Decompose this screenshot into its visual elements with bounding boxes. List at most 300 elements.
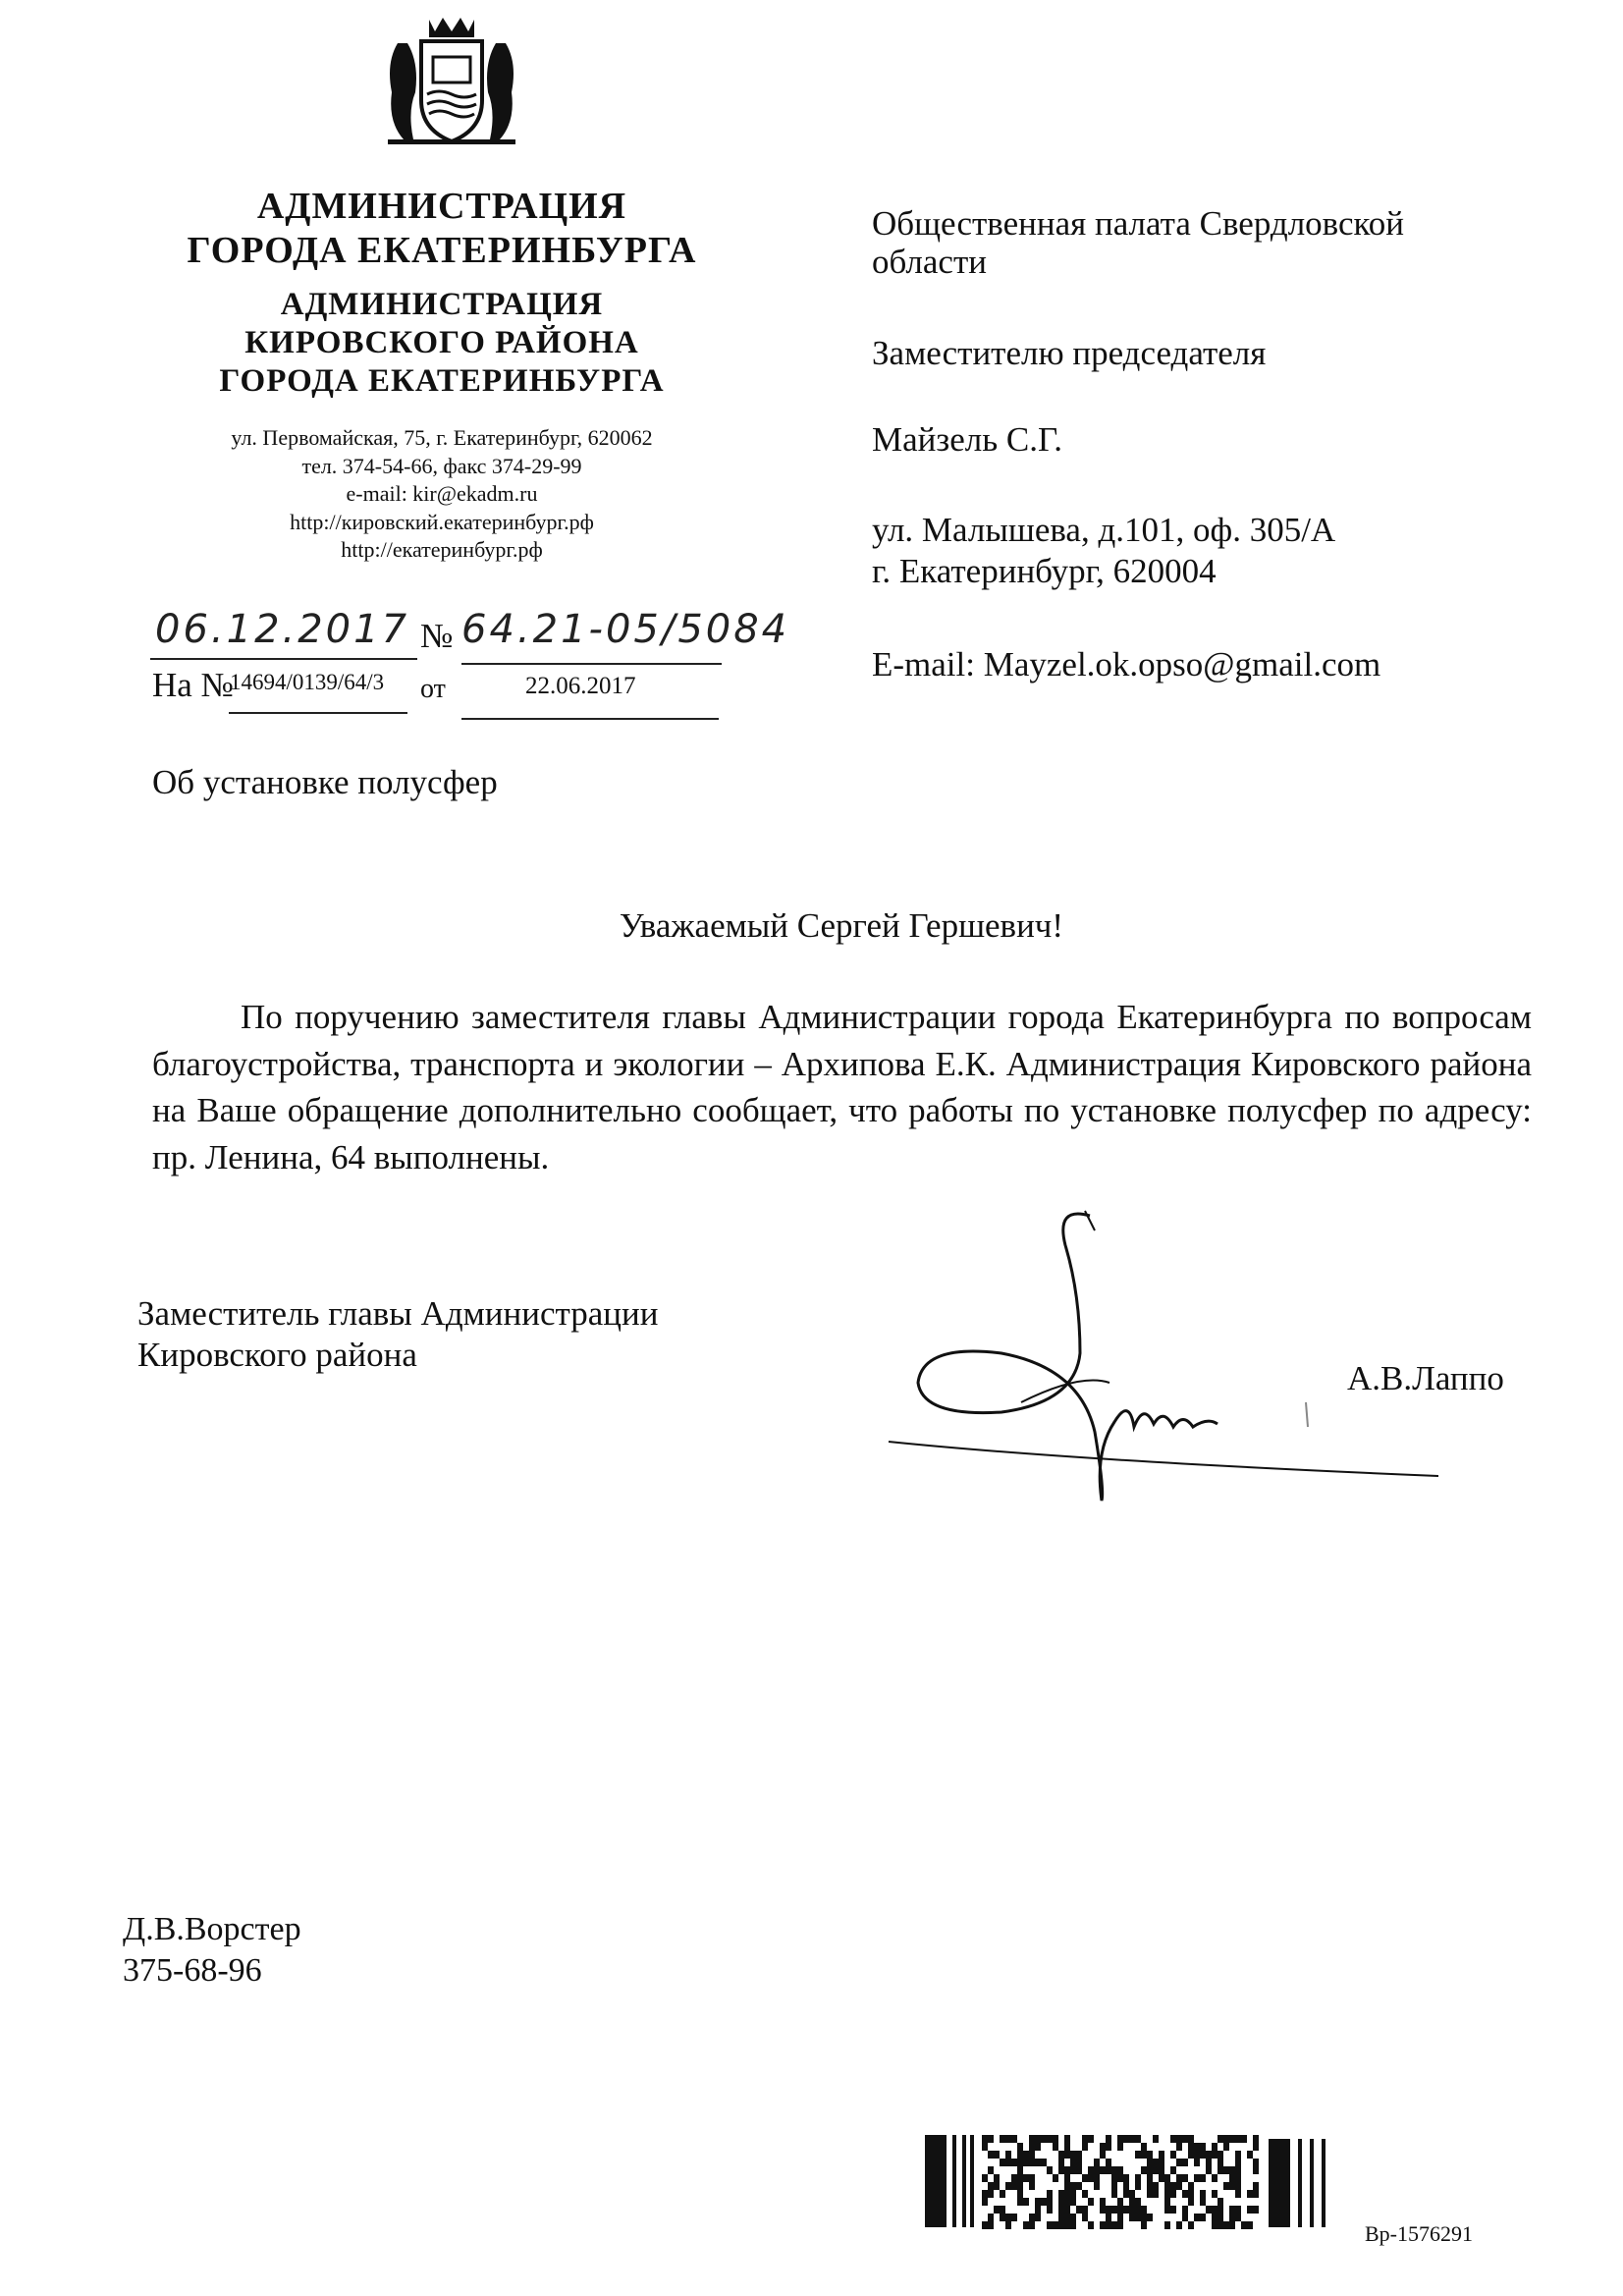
barcode-bar — [1247, 2221, 1253, 2229]
number-underline — [461, 663, 722, 665]
barcode-bar — [1064, 2143, 1070, 2151]
barcode-bar — [1217, 2198, 1223, 2206]
barcode-bar — [1147, 2182, 1153, 2190]
barcode-bar — [1058, 2190, 1064, 2198]
barcode-bar — [1298, 2139, 1302, 2227]
reply-to-label: На № — [152, 666, 234, 704]
barcode-bar — [1241, 2221, 1247, 2229]
barcode-bar — [1088, 2135, 1094, 2143]
barcode-bar — [1235, 2135, 1241, 2143]
barcode-bar — [962, 2135, 966, 2227]
barcode-bar — [1088, 2221, 1094, 2229]
barcode-bar — [1217, 2159, 1223, 2166]
barcode-bar — [1047, 2166, 1053, 2174]
barcode-bar — [1229, 2214, 1235, 2221]
barcode-bar — [1182, 2135, 1188, 2143]
barcode-bar — [1170, 2206, 1176, 2214]
barcode-bar — [1064, 2135, 1070, 2143]
barcode-bar — [1206, 2206, 1212, 2214]
barcode-bar — [1005, 2221, 1011, 2229]
barcode-bar — [1247, 2206, 1253, 2214]
barcode-bar — [1194, 2174, 1200, 2182]
recipient-org-line2: области — [872, 243, 987, 281]
recipient-street: ул. Малышева, д.101, оф. 305/А — [872, 511, 1336, 549]
reply-date-underline — [461, 718, 719, 720]
barcode-bar — [1017, 2143, 1023, 2151]
barcode-bar — [982, 2143, 988, 2151]
barcode-bar — [1029, 2151, 1035, 2159]
barcode-bar — [1188, 2198, 1194, 2206]
barcode-bar — [1170, 2151, 1176, 2159]
barcode-bar — [1135, 2151, 1141, 2159]
barcode-bar — [1159, 2174, 1164, 2182]
handwritten-signature — [884, 1206, 1443, 1510]
barcode-bar — [1029, 2159, 1035, 2166]
barcode-bar — [1153, 2190, 1159, 2198]
barcode-bar — [1217, 2221, 1223, 2229]
barcode-bar — [1082, 2190, 1088, 2198]
barcode-bar — [1035, 2198, 1041, 2206]
barcode-bar — [1064, 2214, 1070, 2221]
barcode-bar — [1164, 2198, 1170, 2206]
barcode-bar — [1094, 2182, 1100, 2190]
barcode-bar — [1035, 2214, 1041, 2221]
barcode-bar — [1141, 2206, 1147, 2214]
barcode-bar — [1058, 2198, 1064, 2206]
barcode-bar — [1182, 2190, 1188, 2198]
date-underline — [150, 658, 417, 660]
barcode-bar — [1117, 2174, 1123, 2182]
barcode-bar — [1147, 2214, 1153, 2221]
barcode-bar — [1117, 2166, 1123, 2174]
barcode-bar — [1070, 2151, 1076, 2159]
barcode-bar — [1206, 2151, 1212, 2159]
barcode-bar — [1176, 2159, 1182, 2166]
barcode-bar — [1164, 2206, 1170, 2214]
barcode-bar — [1135, 2174, 1141, 2182]
barcode-bar — [1176, 2182, 1182, 2190]
barcode-bar — [1176, 2143, 1182, 2151]
barcode-bar — [988, 2166, 994, 2174]
document-barcode — [925, 2135, 1337, 2229]
barcode-bar — [1117, 2135, 1123, 2143]
barcode-bar — [1135, 2135, 1141, 2143]
barcode-bar — [982, 2174, 988, 2182]
barcode-bar — [1106, 2135, 1111, 2143]
barcode-bar — [1082, 2143, 1088, 2151]
barcode-bar — [1188, 2221, 1194, 2229]
barcode-bar — [1253, 2182, 1259, 2190]
dept-name-line2: КИРОВСКОГО РАЙОНА — [244, 325, 639, 360]
barcode-bar — [1064, 2174, 1070, 2182]
barcode-bar — [1064, 2221, 1070, 2229]
barcode-bar — [1070, 2221, 1076, 2229]
barcode-bar — [1088, 2174, 1094, 2182]
barcode-bar — [1000, 2159, 1005, 2166]
barcode-bar — [1253, 2159, 1259, 2166]
barcode-bar — [1129, 2190, 1135, 2198]
barcode-bar — [1053, 2221, 1058, 2229]
barcode-bar — [1159, 2151, 1164, 2159]
barcode-bar — [1253, 2135, 1259, 2143]
barcode-bar — [1100, 2221, 1106, 2229]
barcode-bar — [1058, 2151, 1064, 2159]
barcode-bar — [1194, 2159, 1200, 2166]
barcode-bar — [1129, 2214, 1135, 2221]
barcode-bar — [1017, 2182, 1023, 2190]
barcode-bar — [1064, 2190, 1070, 2198]
barcode-bar — [1106, 2206, 1111, 2214]
barcode-bar — [1100, 2143, 1106, 2151]
barcode-bar — [1011, 2159, 1017, 2166]
barcode-bar — [1153, 2135, 1159, 2143]
barcode-bar — [1322, 2139, 1325, 2227]
barcode-bar — [1229, 2174, 1235, 2182]
barcode-bar — [1206, 2166, 1212, 2174]
barcode-bar — [1100, 2166, 1106, 2174]
barcode-bar — [988, 2151, 994, 2159]
barcode-bar — [1194, 2151, 1200, 2159]
barcode-bar — [1029, 2214, 1035, 2221]
barcode-bar — [1217, 2206, 1223, 2214]
barcode-bar — [1023, 2198, 1029, 2206]
barcode-bar — [988, 2214, 994, 2221]
org-site-2: http://екатеринбург.рф — [341, 537, 543, 562]
letterhead-contacts — [147, 424, 736, 565]
barcode-bar — [1100, 2206, 1106, 2214]
barcode-bar — [1070, 2166, 1076, 2174]
barcode-bar — [1117, 2206, 1123, 2214]
org-phone: тел. 374-54-66, факс 374-29-99 — [301, 453, 582, 478]
barcode-bar — [1017, 2174, 1023, 2182]
barcode-bar — [1153, 2159, 1159, 2166]
barcode-bar — [1011, 2214, 1017, 2221]
barcode-bar — [1188, 2182, 1194, 2190]
barcode-bar — [1212, 2174, 1217, 2182]
barcode-bar — [1000, 2135, 1005, 2143]
barcode-bar — [1111, 2206, 1117, 2214]
barcode-bar — [1253, 2166, 1259, 2174]
barcode-bar — [1217, 2166, 1223, 2174]
executor-phone: 375-68-96 — [123, 1952, 262, 1989]
barcode-bar — [1029, 2182, 1035, 2190]
barcode-bar — [1029, 2135, 1035, 2143]
barcode-bar — [1159, 2166, 1164, 2174]
barcode-bar — [1111, 2174, 1117, 2182]
barcode-bar — [1212, 2190, 1217, 2198]
reply-number-underline — [229, 712, 407, 714]
barcode-bar — [1106, 2159, 1111, 2166]
barcode-bar — [1182, 2159, 1188, 2166]
barcode-bar — [1005, 2159, 1011, 2166]
signer-position-line2: Кировского района — [137, 1336, 417, 1374]
barcode-bar — [1153, 2182, 1159, 2190]
barcode-bar — [1041, 2159, 1047, 2166]
barcode-bar — [1223, 2182, 1229, 2190]
from-label: от — [420, 674, 446, 704]
barcode-bar — [1212, 2206, 1217, 2214]
barcode-bar — [1029, 2143, 1035, 2151]
barcode-bar — [1094, 2159, 1100, 2166]
barcode-bar — [1200, 2143, 1206, 2151]
barcode-bar — [1176, 2135, 1182, 2143]
barcode-bar — [1005, 2214, 1011, 2221]
barcode-bar — [1194, 2143, 1200, 2151]
barcode-bar — [1141, 2214, 1147, 2221]
signer-name: А.В.Лаппо — [1347, 1359, 1504, 1397]
barcode-bar — [1188, 2151, 1194, 2159]
barcode-bar — [1117, 2143, 1123, 2151]
barcode-bar — [1164, 2174, 1170, 2182]
barcode-bar — [1017, 2166, 1023, 2174]
barcode-bar — [1247, 2190, 1253, 2198]
barcode-bar — [1170, 2182, 1176, 2190]
barcode-bar — [994, 2206, 1000, 2214]
barcode-bar — [994, 2151, 1000, 2159]
barcode-id: Вр-1576291 — [1365, 2221, 1473, 2246]
barcode-bar — [1229, 2221, 1235, 2229]
barcode-bar — [1041, 2198, 1047, 2206]
barcode-bar — [1135, 2214, 1141, 2221]
barcode-bar — [1235, 2159, 1241, 2166]
barcode-bar — [994, 2182, 1000, 2190]
barcode-bar — [1123, 2135, 1129, 2143]
barcode-bar — [1082, 2214, 1088, 2221]
barcode-bar — [1159, 2159, 1164, 2166]
barcode-bar — [1223, 2143, 1229, 2151]
registration-number: 64.21-05/5084 — [461, 607, 790, 652]
dept-name-line1: АДМИНИСТРАЦИЯ — [280, 287, 604, 322]
recipient-org-line1: Общественная палата Свердловской — [872, 204, 1404, 243]
barcode-bar — [1094, 2166, 1100, 2174]
barcode-bar — [1123, 2182, 1129, 2190]
barcode-bar — [1106, 2143, 1111, 2151]
reply-to-number: 14694/0139/64/3 — [230, 670, 385, 694]
barcode-bar — [1070, 2214, 1076, 2221]
barcode-bar — [1147, 2166, 1153, 2174]
barcode-bar — [1094, 2174, 1100, 2182]
barcode-bar — [1029, 2221, 1035, 2229]
barcode-bar — [1070, 2159, 1076, 2166]
barcode-bar — [1206, 2159, 1212, 2166]
barcode-bar — [1011, 2174, 1017, 2182]
barcode-bar — [1253, 2190, 1259, 2198]
barcode-bar — [982, 2135, 988, 2143]
barcode-bar — [1035, 2135, 1041, 2143]
barcode-bar — [1111, 2182, 1117, 2190]
barcode-bar — [1106, 2166, 1111, 2174]
barcode-bar — [1106, 2221, 1111, 2229]
barcode-bar — [1170, 2166, 1176, 2174]
barcode-bar — [1223, 2166, 1229, 2174]
barcode-bar — [982, 2190, 988, 2198]
barcode-bar — [1182, 2214, 1188, 2221]
barcode-bar — [1229, 2182, 1235, 2190]
barcode-bar — [1035, 2143, 1041, 2151]
barcode-bar — [925, 2135, 947, 2227]
barcode-bar — [1070, 2198, 1076, 2206]
barcode-bar — [1188, 2135, 1194, 2143]
recipient-position: Заместителю председателя — [872, 334, 1267, 372]
barcode-bar — [1058, 2214, 1064, 2221]
org-email: e-mail: kir@ekadm.ru — [346, 481, 538, 506]
barcode-bar — [988, 2182, 994, 2190]
barcode-bar — [1088, 2198, 1094, 2206]
barcode-bar — [1029, 2174, 1035, 2182]
barcode-bar — [1229, 2135, 1235, 2143]
barcode-bar — [1212, 2151, 1217, 2159]
barcode-bar — [1064, 2198, 1070, 2206]
barcode-bar — [1176, 2221, 1182, 2229]
barcode-bar — [988, 2135, 994, 2143]
barcode-bar — [1076, 2159, 1082, 2166]
barcode-bar — [1064, 2206, 1070, 2214]
barcode-bar — [1141, 2166, 1147, 2174]
barcode-bar — [1247, 2151, 1253, 2159]
barcode-bar — [1269, 2139, 1290, 2227]
barcode-bar — [1064, 2182, 1070, 2190]
barcode-bar — [1111, 2190, 1117, 2198]
barcode-bar — [1117, 2214, 1123, 2221]
barcode-bar — [1017, 2151, 1023, 2159]
barcode-bar — [1129, 2135, 1135, 2143]
barcode-bar — [1147, 2190, 1153, 2198]
org-name-line2: ГОРОДА ЕКАТЕРИНБУРГА — [187, 230, 697, 271]
barcode-bar — [1164, 2221, 1170, 2229]
barcode-bar — [1123, 2190, 1129, 2198]
barcode-bar — [988, 2190, 994, 2198]
barcode-bar — [1141, 2143, 1147, 2151]
barcode-bar — [1023, 2221, 1029, 2229]
barcode-bar — [1235, 2206, 1241, 2214]
org-name-line1: АДМИНИСТРАЦИЯ — [256, 186, 627, 227]
barcode-bar — [1053, 2135, 1058, 2143]
barcode-bar — [1076, 2166, 1082, 2174]
org-site-1: http://кировский.екатеринбург.рф — [290, 509, 594, 534]
barcode-bar — [1141, 2151, 1147, 2159]
barcode-bar — [1129, 2206, 1135, 2214]
signer-position-line1: Заместитель главы Администрации — [137, 1294, 659, 1333]
barcode-bar — [1111, 2166, 1117, 2174]
barcode-bar — [1217, 2214, 1223, 2221]
barcode-bar — [1129, 2198, 1135, 2206]
barcode-bar — [1123, 2206, 1129, 2214]
barcode-bar — [1023, 2151, 1029, 2159]
barcode-bar — [1064, 2166, 1070, 2174]
recipient-email: E-mail: Mayzel.ok.opso@gmail.com — [872, 645, 1381, 683]
barcode-bar — [1170, 2190, 1176, 2198]
barcode-bar — [1212, 2214, 1217, 2221]
barcode-bar — [1135, 2198, 1141, 2206]
barcode-bar — [1100, 2151, 1106, 2159]
barcode-bar — [1047, 2190, 1053, 2198]
barcode-bar — [1047, 2135, 1053, 2143]
barcode-bar — [1017, 2159, 1023, 2166]
barcode-bar — [1235, 2174, 1241, 2182]
barcode-bar — [1005, 2135, 1011, 2143]
barcode-bar — [1082, 2206, 1088, 2214]
barcode-bar — [1123, 2174, 1129, 2182]
recipient-name: Майзель С.Г. — [872, 420, 1063, 459]
barcode-bar — [1200, 2214, 1206, 2221]
barcode-bar — [1047, 2206, 1053, 2214]
barcode-bar — [1176, 2174, 1182, 2182]
barcode-bar — [1117, 2198, 1123, 2206]
barcode-bar — [1005, 2182, 1011, 2190]
barcode-bar — [1088, 2166, 1094, 2174]
barcode-bar — [1047, 2198, 1053, 2206]
dept-name-line3: ГОРОДА ЕКАТЕРИНБУРГА — [219, 363, 665, 399]
barcode-bar — [1253, 2206, 1259, 2214]
barcode-bar — [1200, 2198, 1206, 2206]
barcode-bar — [1229, 2166, 1235, 2174]
barcode-bar — [1011, 2182, 1017, 2190]
registration-date: 06.12.2017 — [155, 607, 410, 652]
barcode-bar — [1253, 2143, 1259, 2151]
barcode-bar — [1194, 2214, 1200, 2221]
barcode-bar — [1188, 2190, 1194, 2198]
barcode-bar — [1070, 2182, 1076, 2190]
barcode-bar — [1141, 2221, 1147, 2229]
barcode-bar — [1076, 2206, 1082, 2214]
coat-of-arms-emblem — [378, 14, 525, 149]
barcode-bar — [1100, 2198, 1106, 2206]
barcode-bar — [1223, 2135, 1229, 2143]
barcode-bar — [1212, 2143, 1217, 2151]
barcode-bar — [1023, 2174, 1029, 2182]
barcode-bar — [1235, 2182, 1241, 2190]
barcode-bar — [1000, 2206, 1005, 2214]
org-address: ул. Первомайская, 75, г. Екатеринбург, 620062 — [231, 425, 653, 450]
letter-subject: Об установке полусфер — [152, 763, 498, 801]
reply-to-date: 22.06.2017 — [525, 673, 636, 699]
barcode-bar — [1147, 2151, 1153, 2159]
barcode-bar — [1235, 2190, 1241, 2198]
barcode-bar — [1212, 2221, 1217, 2229]
barcode-bar — [1076, 2182, 1082, 2190]
barcode-bar — [1235, 2166, 1241, 2174]
barcode-bar — [988, 2221, 994, 2229]
barcode-bar — [1106, 2214, 1111, 2221]
barcode-bar — [1005, 2151, 1011, 2159]
barcode-bar — [970, 2135, 974, 2227]
barcode-bar — [982, 2221, 988, 2229]
barcode-bar — [1082, 2174, 1088, 2182]
barcode-bar — [1000, 2190, 1005, 2198]
barcode-bar — [1058, 2159, 1064, 2166]
barcode-bar — [1082, 2135, 1088, 2143]
barcode-bar — [1041, 2135, 1047, 2143]
barcode-bar — [1117, 2221, 1123, 2229]
barcode-bar — [1053, 2143, 1058, 2151]
barcode-bar — [1035, 2159, 1041, 2166]
barcode-bar — [1229, 2206, 1235, 2214]
barcode-bar — [1200, 2190, 1206, 2198]
barcode-bar — [982, 2198, 988, 2206]
barcode-bar — [1058, 2221, 1064, 2229]
barcode-bar — [1217, 2135, 1223, 2143]
barcode-bar — [1182, 2174, 1188, 2182]
barcode-bar — [1164, 2182, 1170, 2190]
barcode-bar — [1223, 2221, 1229, 2229]
barcode-bar — [1170, 2135, 1176, 2143]
salutation: Уважаемый Сергей Гершевич! — [619, 906, 1064, 945]
barcode-bar — [1035, 2206, 1041, 2214]
barcode-bar — [1188, 2143, 1194, 2151]
barcode-bar — [1135, 2182, 1141, 2190]
barcode-bar — [1200, 2151, 1206, 2159]
number-sign: № — [420, 617, 454, 655]
